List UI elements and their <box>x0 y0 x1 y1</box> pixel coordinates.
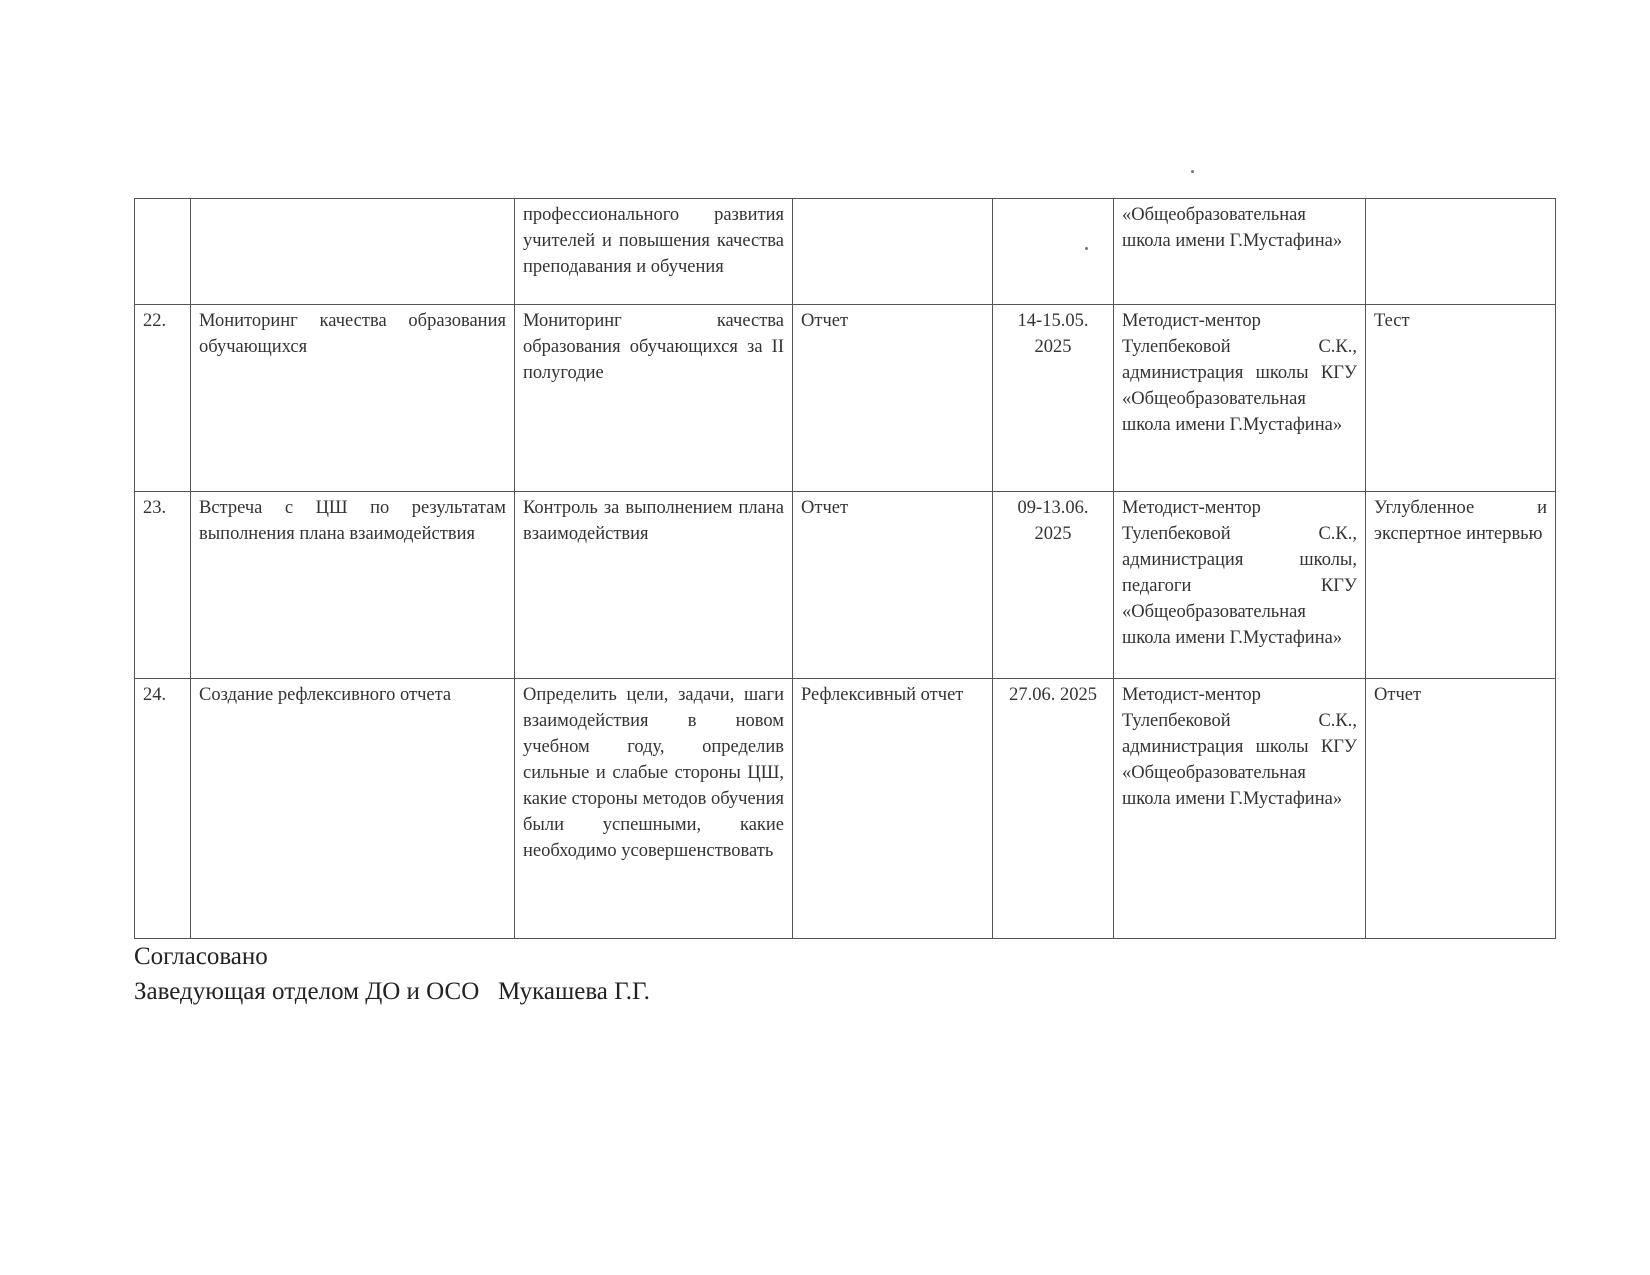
date-cell: 27.06. 2025 <box>993 679 1114 939</box>
form-cell: Рефлексивный отчет <box>793 679 993 939</box>
row-number: 23. <box>135 492 191 679</box>
approval-label: Согласовано <box>134 943 268 970</box>
table-row <box>135 679 1556 939</box>
responsible-cell: Методист-ментор Тулепбековой С.К., администрация школы КГУ «Общеобразовательная школа имени Г.Мустафина» <box>1114 679 1366 939</box>
table-row <box>135 305 1556 492</box>
goal-cell: Контроль за выполнением плана взаимодействия <box>515 492 793 679</box>
approval-signatory: Заведующая отделом ДО и ОСО Мукашева Г.Г. <box>134 978 650 1005</box>
scan-speck <box>1191 170 1194 173</box>
responsible-cell: Методист-ментор Тулепбековой С.К., администрация школы КГУ «Общеобразовательная школа имени Г.Мустафина» <box>1114 305 1366 492</box>
date-cell: 14-15.05. 2025 <box>993 305 1114 492</box>
scan-speck <box>1085 247 1088 250</box>
form-cell: Отчет <box>793 305 993 492</box>
row-number: 22. <box>135 305 191 492</box>
form-cell: Отчет <box>793 492 993 679</box>
row-number: 24. <box>135 679 191 939</box>
table-row <box>135 199 1556 305</box>
responsible-cell: «Общеобразовательная школа имени Г.Мустафина» <box>1114 199 1366 305</box>
plan-table <box>134 198 1556 939</box>
result-cell: Углубленное и экспертное интервью <box>1366 492 1556 679</box>
event-cell: Создание рефлексивного отчета <box>191 679 515 939</box>
goal-cell: Определить цели, задачи, шаги взаимодействия в новом учебном году, определив сильные и слабые стороны ЦШ, какие стороны методов обучения были успешными, какие необходимо усовершенствовать <box>515 679 793 939</box>
result-cell: Тест <box>1366 305 1556 492</box>
event-cell: Встреча с ЦШ по результатам выполнения плана взаимодействия <box>191 492 515 679</box>
event-cell <box>191 199 515 305</box>
responsible-cell: Методист-ментор Тулепбековой С.К., администрация школы, педагоги КГУ «Общеобразовательная школа имени Г.Мустафина» <box>1114 492 1366 679</box>
row-number <box>135 199 191 305</box>
form-cell <box>793 199 993 305</box>
goal-cell: профессионального развития учителей и повышения качества преподавания и обучения <box>515 199 793 305</box>
date-cell <box>993 199 1114 305</box>
event-cell: Мониторинг качества образования обучающихся <box>191 305 515 492</box>
table-row <box>135 492 1556 679</box>
date-cell: 09-13.06. 2025 <box>993 492 1114 679</box>
goal-cell: Мониторинг качества образования обучающихся за II полугодие <box>515 305 793 492</box>
result-cell <box>1366 199 1556 305</box>
result-cell: Отчет <box>1366 679 1556 939</box>
